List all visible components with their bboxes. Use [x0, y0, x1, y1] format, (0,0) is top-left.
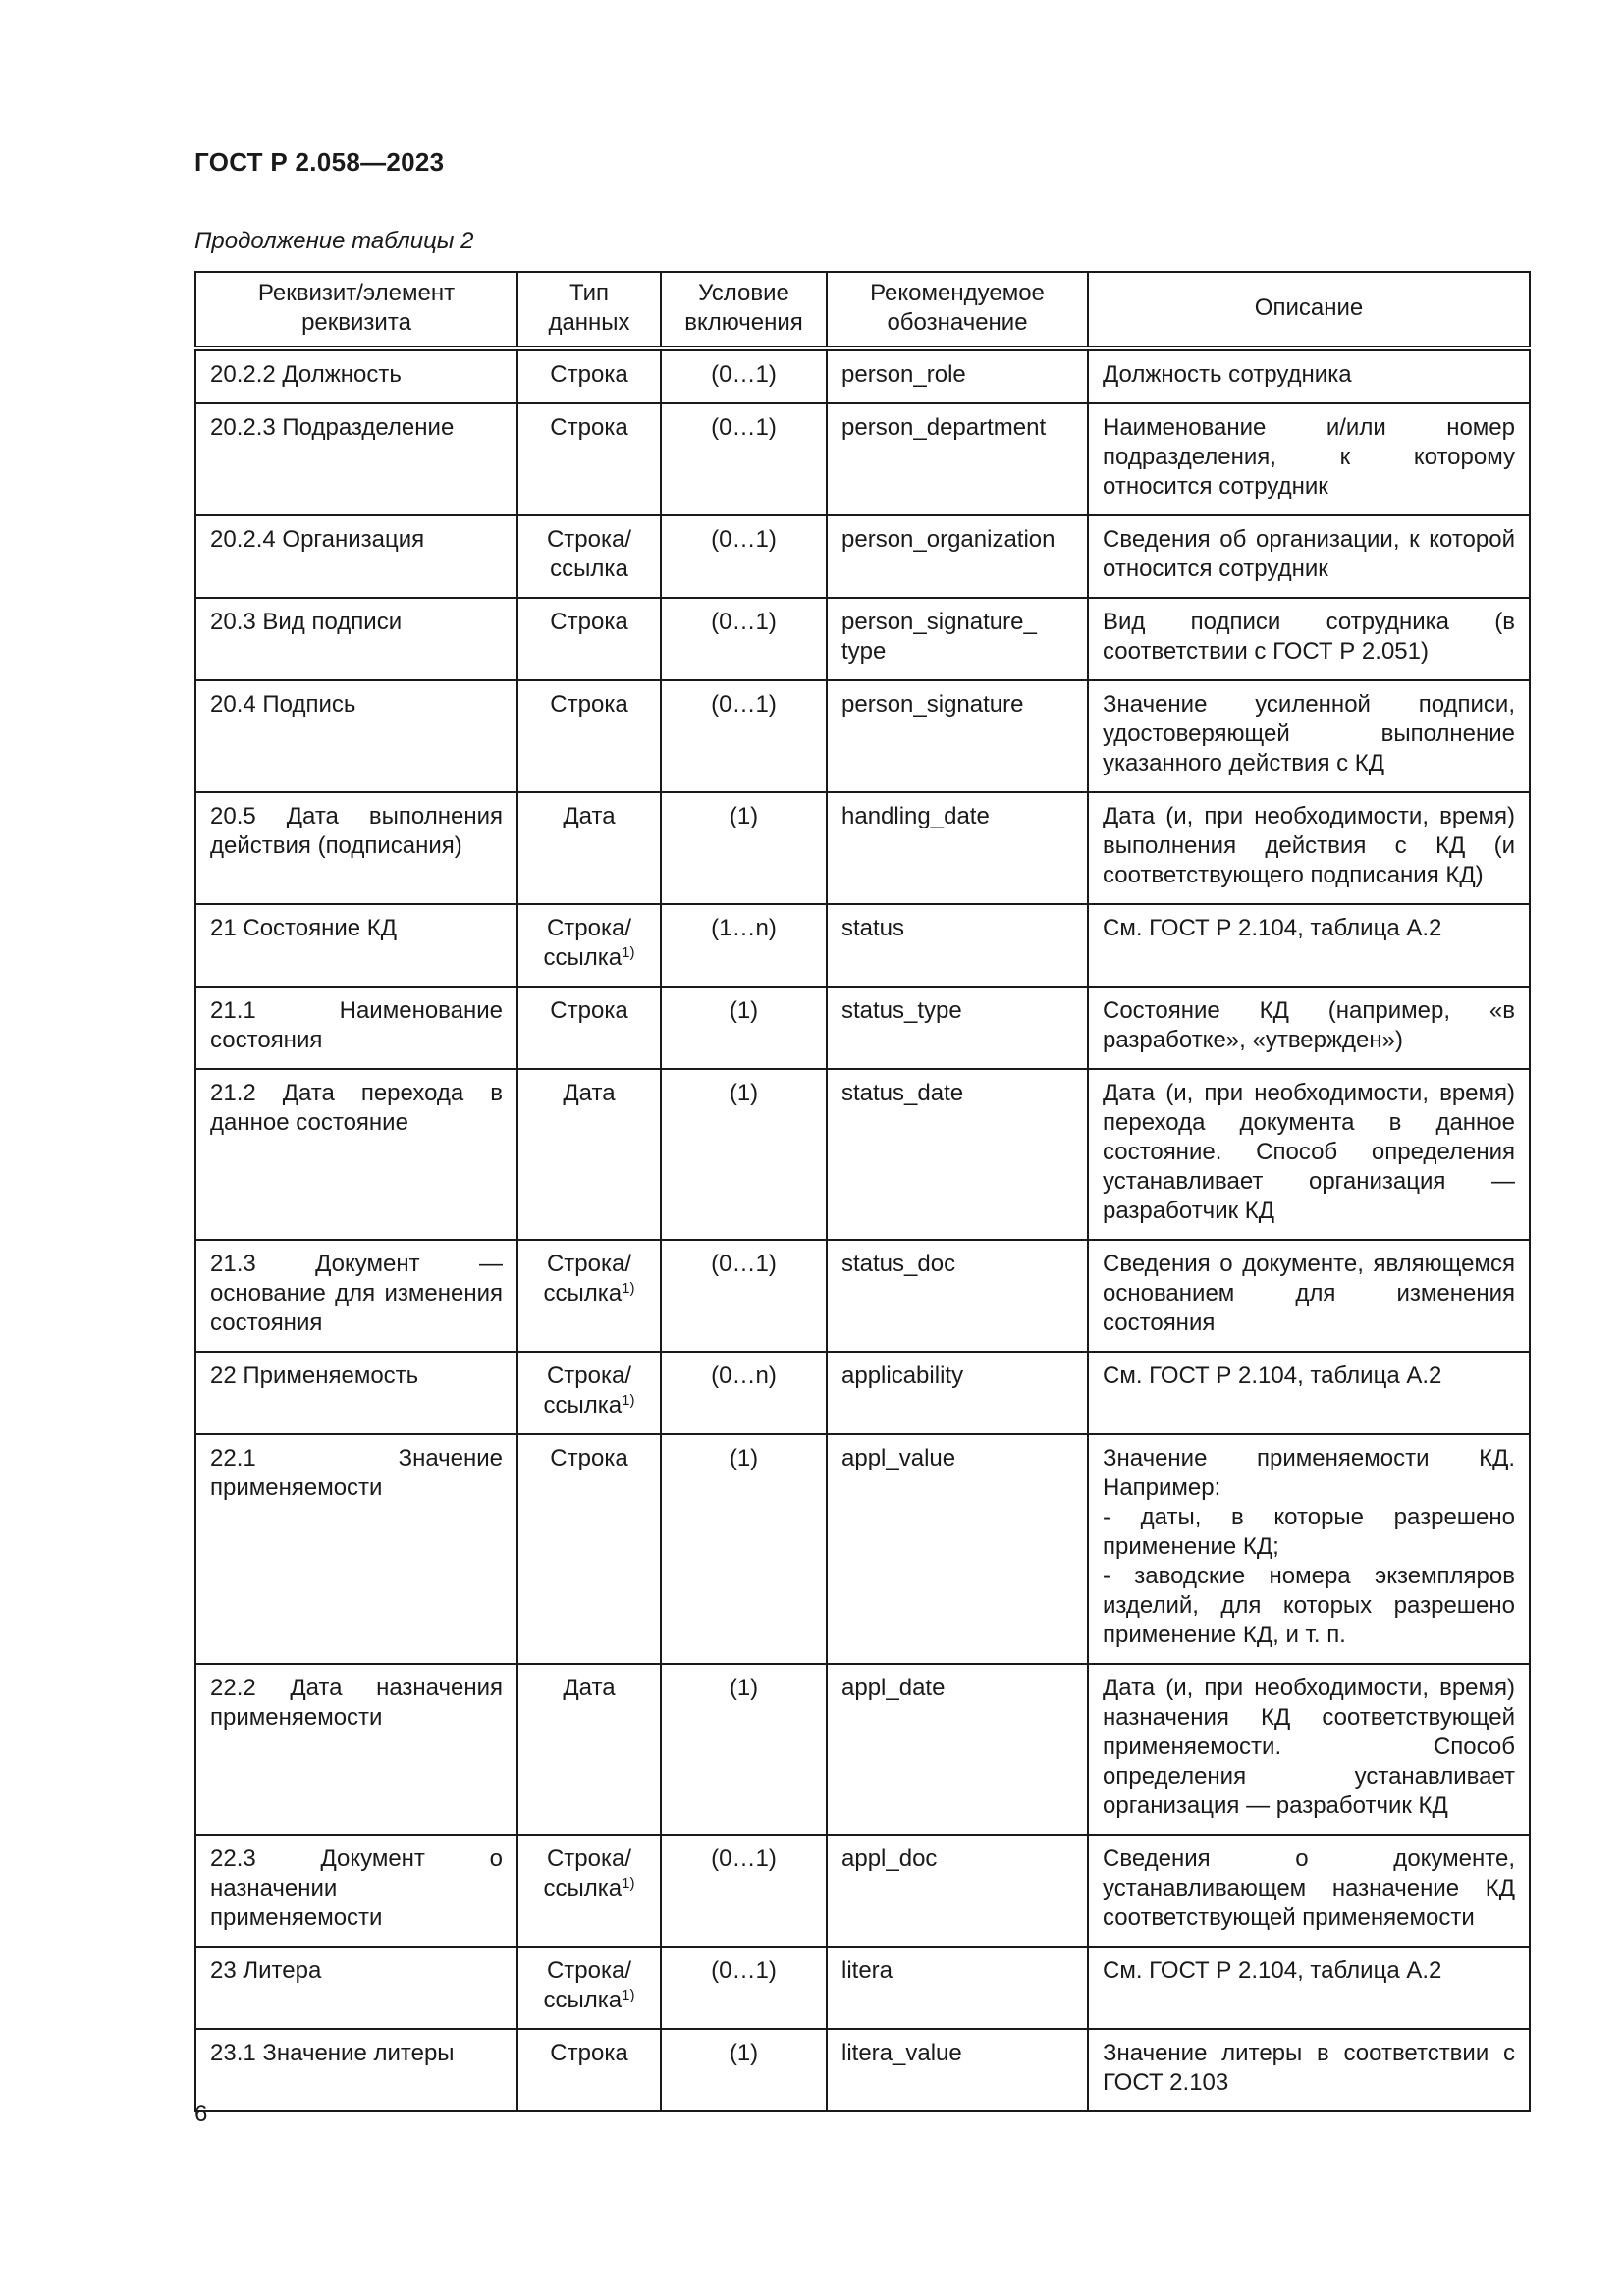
cell-recommended-designation: litera_value — [827, 2029, 1088, 2111]
cell-description: Сведения о документе, устанавливающем назначение КД соответствующей применяемости — [1088, 1835, 1530, 1947]
cell-data-type — [517, 348, 661, 403]
cell-description: Вид подписи сотрудника (в соответствии с ГОСТ Р 2.051) — [1088, 598, 1530, 680]
footnote-marker: 1) — [622, 1280, 635, 1297]
cell-requisite: 20.2.3 Подразделение — [195, 403, 517, 515]
table-row — [195, 598, 1530, 680]
table-row — [195, 792, 1530, 904]
data-type-text: Строка/ ссылка — [543, 915, 632, 971]
cell-inclusion-condition: (0…1) — [661, 1835, 827, 1947]
footnote-marker: 1) — [622, 1875, 635, 1892]
cell-recommended-designation: appl_date — [827, 1664, 1088, 1835]
cell-data-type — [517, 904, 661, 987]
column-header-requisite: Реквизит/элемент реквизита — [195, 272, 517, 348]
table-row — [195, 515, 1530, 598]
cell-recommended-designation: appl_doc — [827, 1835, 1088, 1947]
table-body — [195, 348, 1530, 2111]
data-type-text: Строка/ ссылка — [543, 1362, 632, 1418]
footnote-marker: 1) — [622, 1392, 635, 1409]
header-row — [195, 272, 1530, 348]
cell-requisite: 22.3 Документ о назначении применяемости — [195, 1835, 517, 1947]
cell-recommended-designation: applicability — [827, 1352, 1088, 1434]
cell-data-type — [517, 598, 661, 680]
table-row — [195, 904, 1530, 987]
page-number: 6 — [194, 2101, 208, 2127]
cell-inclusion-condition: (0…1) — [661, 348, 827, 403]
cell-data-type — [517, 1947, 661, 2029]
cell-requisite: 22.1 Значение применяемости — [195, 1434, 517, 1664]
table-row — [195, 1352, 1530, 1434]
data-type-text: Строка — [550, 1445, 628, 1471]
data-type-text: Строка — [550, 361, 628, 388]
cell-recommended-designation: person_organization — [827, 515, 1088, 598]
data-type-text: Строка/ ссылка — [543, 1845, 632, 1901]
table-row — [195, 348, 1530, 403]
cell-inclusion-condition: (0…1) — [661, 515, 827, 598]
cell-inclusion-condition: (0…1) — [661, 680, 827, 792]
data-type-text: Строка — [550, 414, 628, 441]
cell-description: Сведения об организации, к которой относится сотрудник — [1088, 515, 1530, 598]
cell-inclusion-condition: (1) — [661, 1069, 827, 1240]
cell-inclusion-condition: (1…n) — [661, 904, 827, 987]
cell-data-type — [517, 1835, 661, 1947]
cell-requisite: 20.5 Дата выполнения действия (подписания) — [195, 792, 517, 904]
cell-inclusion-condition: (1) — [661, 987, 827, 1069]
cell-description: Значение применяемости КД. Например: - даты, в которые разрешено применение КД; - заводские номера экземпляров изделий, для которых разрешено применение КД, и т. п. — [1088, 1434, 1530, 1664]
cell-description: Дата (и, при необходимости, время) перехода документа в данное состояние. Способ определения устанавливает организация — разработчик КД — [1088, 1069, 1530, 1240]
cell-data-type — [517, 2029, 661, 2111]
cell-requisite: 23 Литера — [195, 1947, 517, 2029]
data-type-text: Строка — [550, 691, 628, 718]
cell-requisite: 20.2.2 Должность — [195, 348, 517, 403]
column-header-description: Описание — [1088, 272, 1530, 348]
column-header-inclusion-condition: Условие включения — [661, 272, 827, 348]
data-type-text: Дата — [563, 1080, 616, 1106]
cell-recommended-designation: person_signature_ type — [827, 598, 1088, 680]
cell-inclusion-condition: (0…1) — [661, 403, 827, 515]
cell-recommended-designation: person_role — [827, 348, 1088, 403]
table-row — [195, 1947, 1530, 2029]
table-row — [195, 1069, 1530, 1240]
data-type-text: Строка/ ссылка — [543, 1251, 632, 1307]
cell-data-type — [517, 987, 661, 1069]
table-row — [195, 987, 1530, 1069]
table-row — [195, 680, 1530, 792]
cell-data-type — [517, 1352, 661, 1434]
cell-description: Значение усиленной подписи, удостоверяющей выполнение указанного действия с КД — [1088, 680, 1530, 792]
cell-description: См. ГОСТ Р 2.104, таблица А.2 — [1088, 1352, 1530, 1434]
cell-requisite: 21.1 Наименование состояния — [195, 987, 517, 1069]
cell-description: Должность сотрудника — [1088, 348, 1530, 403]
cell-data-type — [517, 1240, 661, 1352]
cell-inclusion-condition: (0…1) — [661, 1240, 827, 1352]
data-type-text: Строка — [550, 997, 628, 1024]
cell-description: См. ГОСТ Р 2.104, таблица А.2 — [1088, 1947, 1530, 2029]
table-row — [195, 1240, 1530, 1352]
cell-inclusion-condition: (1) — [661, 2029, 827, 2111]
cell-requisite: 21.3 Документ — основание для изменения состояния — [195, 1240, 517, 1352]
table-row — [195, 1664, 1530, 1835]
cell-description: Сведения о документе, являющемся основанием для изменения состояния — [1088, 1240, 1530, 1352]
cell-description: Дата (и, при необходимости, время) выполнения действия с КД (и соответствующего подписания КД) — [1088, 792, 1530, 904]
requisites-table — [194, 271, 1531, 2112]
cell-description: Наименование и/или номер подразделения, к которому относится сотрудник — [1088, 403, 1530, 515]
cell-recommended-designation: status_type — [827, 987, 1088, 1069]
cell-data-type — [517, 1069, 661, 1240]
table-row — [195, 1434, 1530, 1664]
cell-recommended-designation: status_doc — [827, 1240, 1088, 1352]
cell-requisite: 22 Применяемость — [195, 1352, 517, 1434]
cell-recommended-designation: person_signature — [827, 680, 1088, 792]
cell-inclusion-condition: (0…1) — [661, 1947, 827, 2029]
table-header — [195, 272, 1530, 348]
cell-recommended-designation: handling_date — [827, 792, 1088, 904]
cell-inclusion-condition: (0…n) — [661, 1352, 827, 1434]
cell-description: Состояние КД (например, «в разработке», «утвержден») — [1088, 987, 1530, 1069]
cell-inclusion-condition: (1) — [661, 792, 827, 904]
column-header-data-type: Тип данных — [517, 272, 661, 348]
data-type-text: Строка — [550, 609, 628, 635]
data-type-text: Строка — [550, 2040, 628, 2066]
column-header-recommended-designation: Рекомендуемое обозначение — [827, 272, 1088, 348]
cell-recommended-designation: status_date — [827, 1069, 1088, 1240]
cell-data-type — [517, 680, 661, 792]
cell-inclusion-condition: (1) — [661, 1664, 827, 1835]
table-row — [195, 1835, 1530, 1947]
table-continuation-caption: Продолжение таблицы 2 — [194, 228, 474, 254]
footnote-marker: 1) — [622, 1987, 635, 2003]
cell-requisite: 20.3 Вид подписи — [195, 598, 517, 680]
data-type-text: Строка/ ссылка — [543, 1957, 632, 2013]
cell-recommended-designation: litera — [827, 1947, 1088, 2029]
standard-designation: ГОСТ Р 2.058—2023 — [194, 147, 445, 177]
cell-requisite: 20.2.4 Организация — [195, 515, 517, 598]
cell-recommended-designation: status — [827, 904, 1088, 987]
cell-description: Значение литеры в соответствии с ГОСТ 2.103 — [1088, 2029, 1530, 2111]
cell-data-type — [517, 403, 661, 515]
cell-requisite: 20.4 Подпись — [195, 680, 517, 792]
cell-requisite: 21.2 Дата перехода в данное состояние — [195, 1069, 517, 1240]
data-type-text: Дата — [563, 1675, 616, 1701]
data-type-text: Дата — [563, 803, 616, 829]
cell-recommended-designation: appl_value — [827, 1434, 1088, 1664]
table-row — [195, 403, 1530, 515]
footnote-marker: 1) — [622, 944, 635, 961]
cell-data-type — [517, 1664, 661, 1835]
cell-data-type — [517, 515, 661, 598]
cell-data-type — [517, 1434, 661, 1664]
data-type-text: Строка/ ссылка — [546, 526, 632, 582]
cell-description: Дата (и, при необходимости, время) назначения КД соответствующей применяемости. Способ определения устанавливает организация — разработчик КД — [1088, 1664, 1530, 1835]
cell-inclusion-condition: (0…1) — [661, 598, 827, 680]
cell-description: См. ГОСТ Р 2.104, таблица А.2 — [1088, 904, 1530, 987]
cell-recommended-designation: person_department — [827, 403, 1088, 515]
cell-requisite: 21 Состояние КД — [195, 904, 517, 987]
table-row — [195, 2029, 1530, 2111]
cell-requisite: 23.1 Значение литеры — [195, 2029, 517, 2111]
cell-data-type — [517, 792, 661, 904]
cell-requisite: 22.2 Дата назначения применяемости — [195, 1664, 517, 1835]
cell-inclusion-condition: (1) — [661, 1434, 827, 1664]
